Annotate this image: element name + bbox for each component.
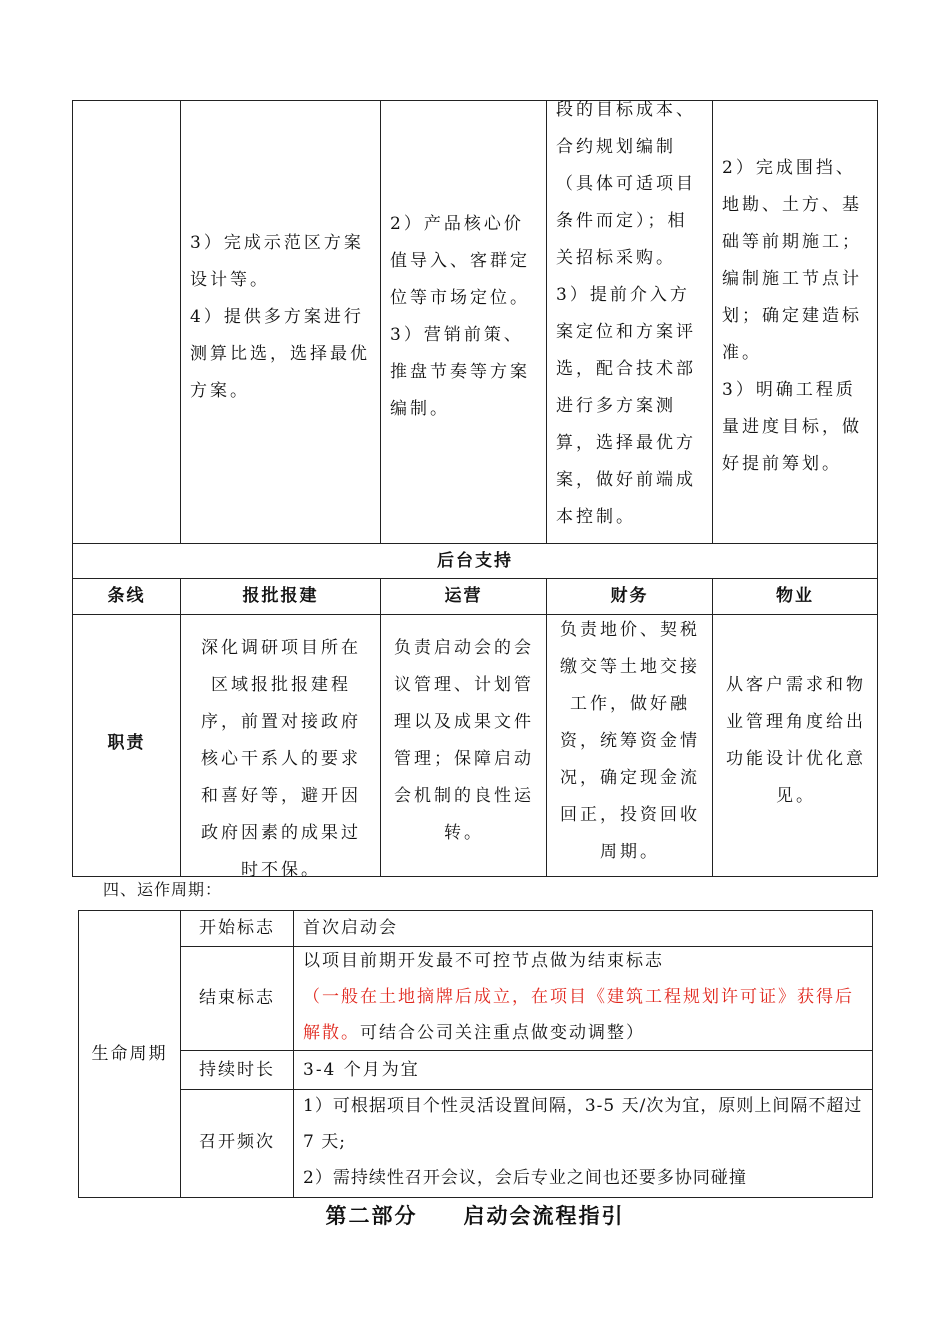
section-title: 后台支持 [437, 551, 513, 571]
duty-approval: 深化调研项目所在区域报批报建程序，前置对接政府核心干系人的要求和喜好等，避开因政府因素的成果过时不保。 [201, 638, 361, 880]
end-line: 以项目前期开发最不可控节点做为结束标志 [303, 951, 664, 971]
row-val-start: 首次启动会 [303, 918, 398, 938]
cell-text: 2）产品核心价值导入、客群定位等市场定位。 [390, 214, 530, 308]
cell-cost [556, 92, 706, 536]
header-line: 条线 [107, 586, 146, 606]
header-property: 物业 [776, 586, 814, 606]
end-note-red: （一般在土地摘牌后成立，在项目《建筑工程规划许可证》获得后解散。 [303, 987, 854, 1043]
header-approval: 报批报建 [242, 586, 319, 606]
duty-operations: 负责启动会的会议管理、计划管理以及成果文件管理；保障启动会机制的良性运转。 [394, 638, 534, 843]
row-val-end [303, 943, 867, 1051]
cell-design [190, 225, 374, 410]
cell-text: 3）明确工程质量进度目标，做好提前筹划。 [722, 380, 862, 474]
duty-label: 职责 [107, 733, 146, 753]
row-val-frequency [303, 1088, 867, 1196]
row-key-end: 结束标志 [199, 988, 275, 1008]
end-note [303, 979, 867, 1051]
header-finance: 财务 [610, 586, 649, 606]
duty-finance: 负责地价、契税缴交等土地交接工作，做好融资，统筹资金情况，确定现金流回正，投资回收周期。 [560, 620, 700, 862]
row-val-duration: 3-4 个月为宜 [303, 1060, 420, 1080]
end-note-tail: 可结合公司关注重点做变动调整） [360, 1023, 645, 1043]
cell-text: 段的目标成本、合约规划编制（具体可适项目条件而定）；相关招标采购。 [556, 100, 696, 268]
lifecycle-label: 生命周期 [91, 1044, 168, 1064]
cell-text: 3）提前介入方案定位和方案评选，配合技术部进行多方案测算，选择最优方案，做好前端成本控制。 [556, 285, 696, 527]
header-operations: 运营 [444, 586, 483, 606]
frequency-line: 2）需持续性召开会议，会后专业之间也还要多协同碰撞 [303, 1168, 747, 1188]
part-title: 第二部分 启动会流程指引 [325, 1204, 625, 1228]
frequency-line: 1）可根据项目个性灵活设置间隔，3-5 天/次为宜，原则上间隔不超过 7 天; [303, 1096, 863, 1152]
cell-text: 2）完成围挡、地勘、土方、基础等前期施工；编制施工节点计划；确定建造标准。 [722, 158, 862, 363]
cell-text: 4）提供多方案进行测算比选，选择最优方案。 [190, 307, 370, 401]
cell-marketing [390, 206, 540, 428]
duty-property: 从客户需求和物业管理角度给出功能设计优化意见。 [726, 675, 866, 806]
row-key-start: 开始标志 [199, 918, 275, 938]
section-heading: 四、运作周期： [103, 880, 223, 899]
row-key-duration: 持续时长 [199, 1060, 275, 1080]
cell-text: 3）营销前策、推盘节奏等方案编制。 [390, 325, 530, 419]
row-key-frequency: 召开频次 [199, 1132, 275, 1152]
cell-engineering [722, 150, 872, 483]
cell-text: 3）完成示范区方案设计等。 [190, 233, 364, 290]
